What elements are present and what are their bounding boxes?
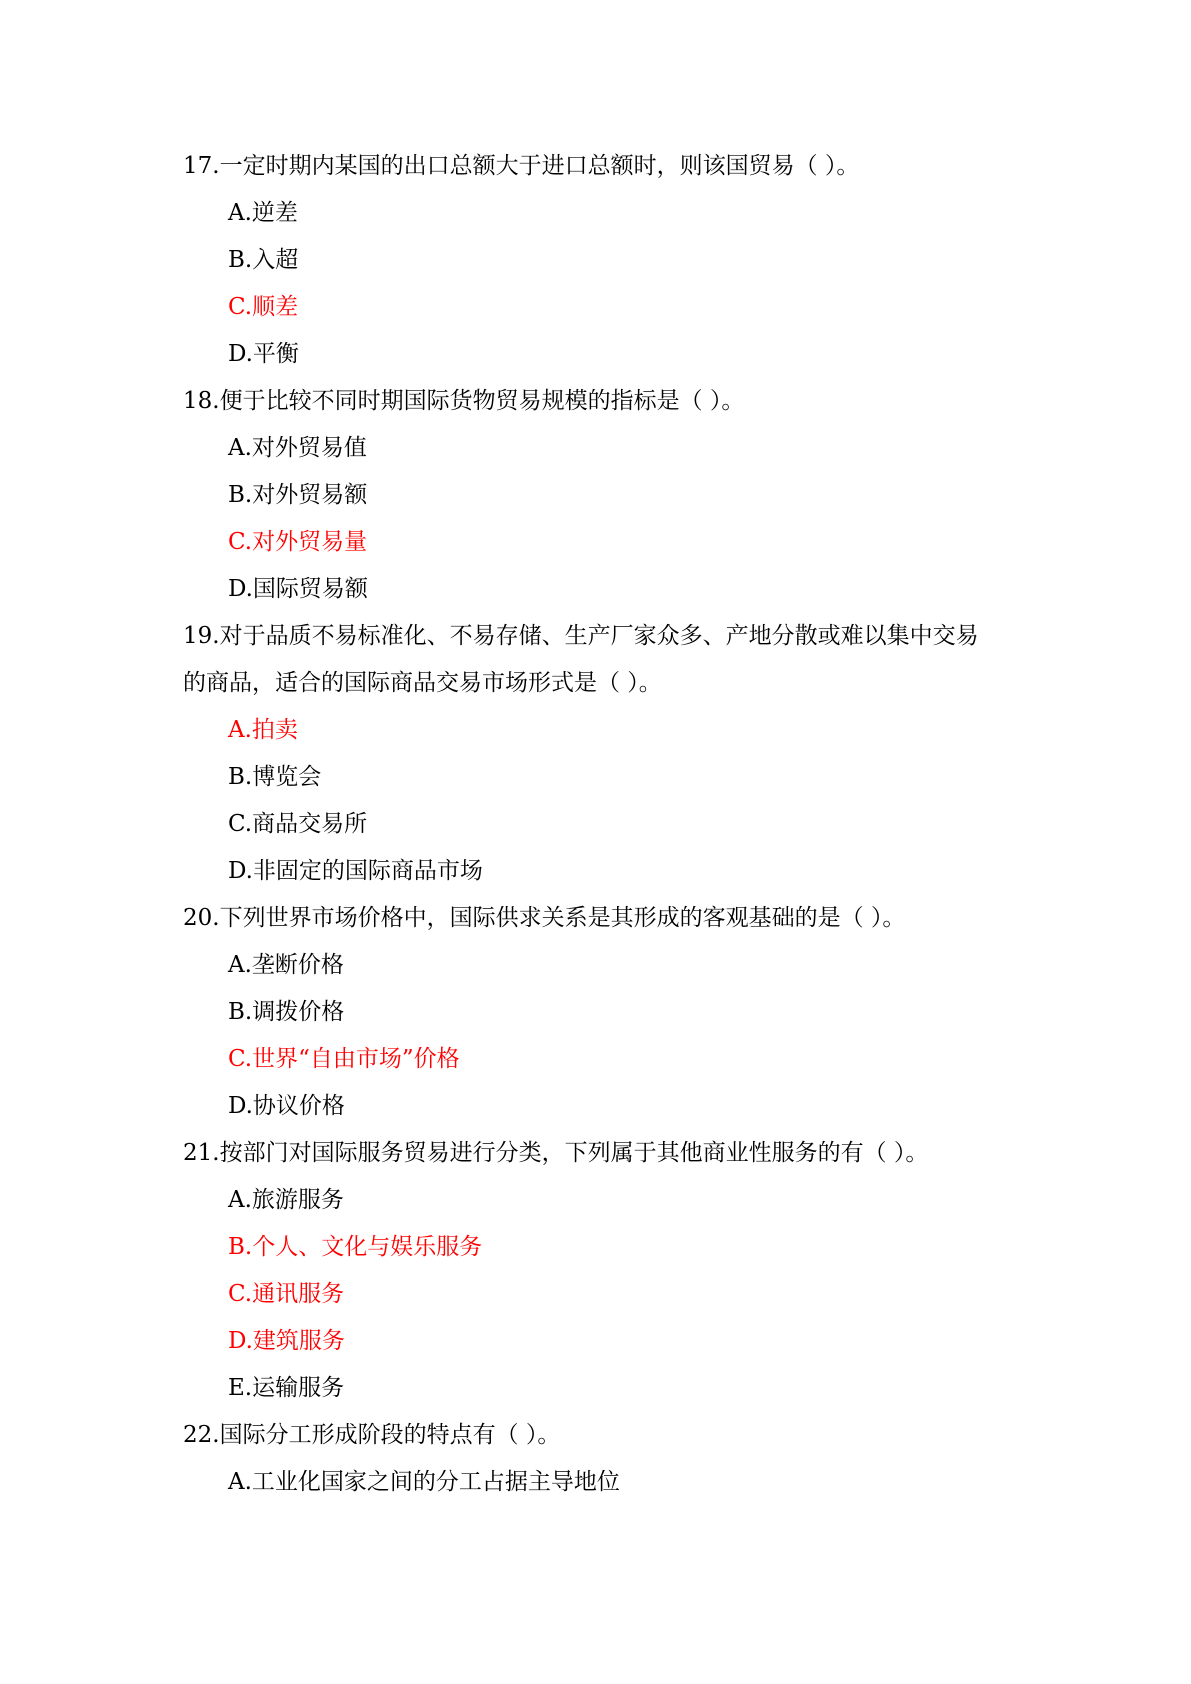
question-21-option-c-answer: C.通讯服务: [228, 1281, 345, 1307]
question-20-text: 20.下列世界市场价格中，国际供求关系是其形成的客观基础的是（ ）。: [183, 905, 906, 931]
question-19-option-b: B.博览会: [228, 764, 322, 790]
question-18-option-a: A.对外贸易值: [228, 435, 367, 461]
question-20-option-d: D.协议价格: [228, 1093, 345, 1119]
question-17-option-c-answer: C.顺差: [228, 294, 299, 320]
question-19-option-d: D.非固定的国际商品市场: [228, 858, 483, 884]
question-19-text-line-1: 19.对于品质不易标准化、不易存储、生产厂家众多、产地分散或难以集中交易: [183, 623, 979, 649]
question-21-option-d-answer: D.建筑服务: [228, 1328, 345, 1354]
question-22-option-a: A.工业化国家之间的分工占据主导地位: [228, 1469, 620, 1495]
question-17-option-a: A.逆差: [228, 200, 298, 226]
question-19-option-c: C.商品交易所: [228, 811, 368, 837]
question-20-option-b: B.调拨价格: [228, 999, 345, 1025]
question-21-option-e: E.运输服务: [228, 1375, 345, 1401]
question-21-text: 21.按部门对国际服务贸易进行分类，下列属于其他商业性服务的有（ ）。: [183, 1140, 929, 1166]
question-20-option-c-answer: C.世界“自由市场”价格: [228, 1046, 460, 1072]
question-17-option-b: B.入超: [228, 247, 299, 273]
question-19-text-line-2: 的商品，适合的国际商品交易市场形式是（ ）。: [183, 670, 662, 696]
question-21-option-a: A.旅游服务: [228, 1187, 344, 1213]
question-18-option-c-answer: C.对外贸易量: [228, 529, 368, 555]
question-21-option-b-answer: B.个人、文化与娱乐服务: [228, 1234, 483, 1260]
question-22-text: 22.国际分工形成阶段的特点有（ ）。: [183, 1422, 561, 1448]
question-17-option-d: D.平衡: [228, 341, 299, 367]
question-18-option-d: D.国际贸易额: [228, 576, 368, 602]
question-18-text: 18.便于比较不同时期国际货物贸易规模的指标是（ ）。: [183, 388, 745, 414]
question-19-option-a-answer: A.拍卖: [228, 717, 298, 743]
question-17-text: 17.一定时期内某国的出口总额大于进口总额时，则该国贸易（ ）。: [183, 153, 860, 179]
question-20-option-a: A.垄断价格: [228, 952, 344, 978]
question-18-option-b: B.对外贸易额: [228, 482, 368, 508]
